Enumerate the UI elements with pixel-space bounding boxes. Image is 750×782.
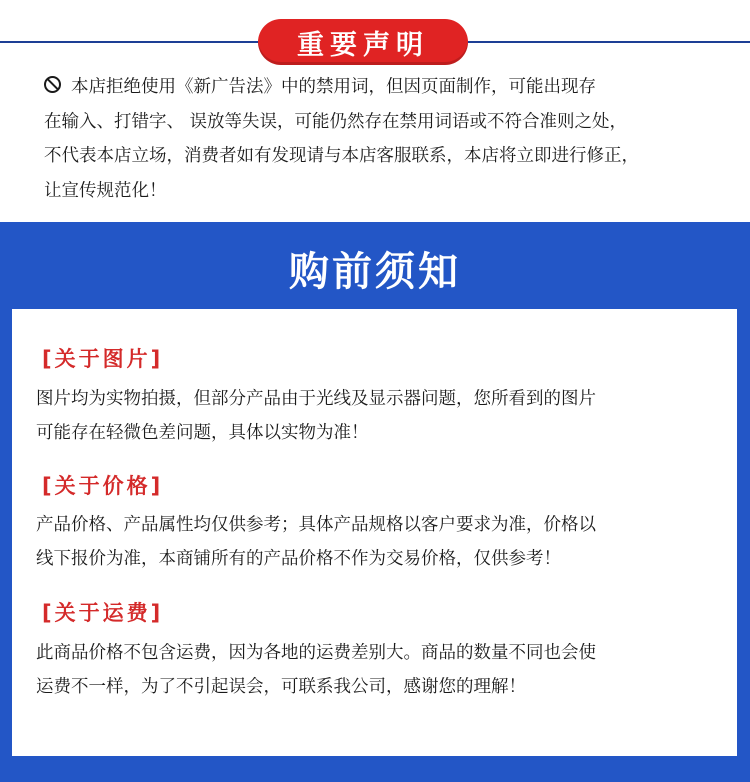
section-body-price bbox=[36, 508, 726, 576]
section-line: 产品价格、产品属性均仅供参考；具体产品规格以客户要求为准，价格以 bbox=[36, 515, 596, 535]
statement-panel bbox=[0, 0, 750, 222]
statement-title: 重要声明 bbox=[258, 19, 468, 65]
section-title-price: [关于价格] bbox=[42, 474, 164, 498]
statement-text bbox=[44, 70, 714, 208]
notice-line: 不代表本店立场，消费者如有发现请与本店客服联系，本店将立即进行修正， bbox=[44, 146, 639, 166]
purchase-notice-title: 购前须知 bbox=[289, 249, 461, 295]
section-title-images: [关于图片] bbox=[42, 347, 164, 371]
section-body-images bbox=[36, 382, 726, 450]
section-title-shipping: [关于运费] bbox=[42, 601, 164, 625]
section-line: 图片均为实物拍摄，但部分产品由于光线及显示器问题，您所看到的图片 bbox=[36, 389, 596, 409]
notice-line-text: 本店拒绝使用《新广告法》中的禁用词，但因页面制作，可能出现存 bbox=[71, 77, 596, 97]
section-line: 此商品价格不包含运费，因为各地的运费差别大。商品的数量不同也会使 bbox=[36, 643, 596, 663]
ban-icon bbox=[44, 76, 61, 93]
section-line: 线下报价为准，本商铺所有的产品价格不作为交易价格，仅供参考！ bbox=[36, 549, 561, 569]
section-body-shipping bbox=[36, 636, 726, 704]
notice-line bbox=[44, 70, 714, 105]
purchase-notice-card bbox=[12, 309, 737, 756]
notice-line: 在输入、打错字、 误放等失误，可能仍然存在禁用词语或不符合准则之处， bbox=[44, 111, 628, 132]
notice-line: 让宣传规范化！ bbox=[44, 180, 167, 201]
section-line: 运费不一样，为了不引起误会，可联系我公司，感谢您的理解！ bbox=[36, 677, 526, 697]
section-line: 可能存在轻微色差问题，具体以实物为准！ bbox=[36, 423, 369, 443]
